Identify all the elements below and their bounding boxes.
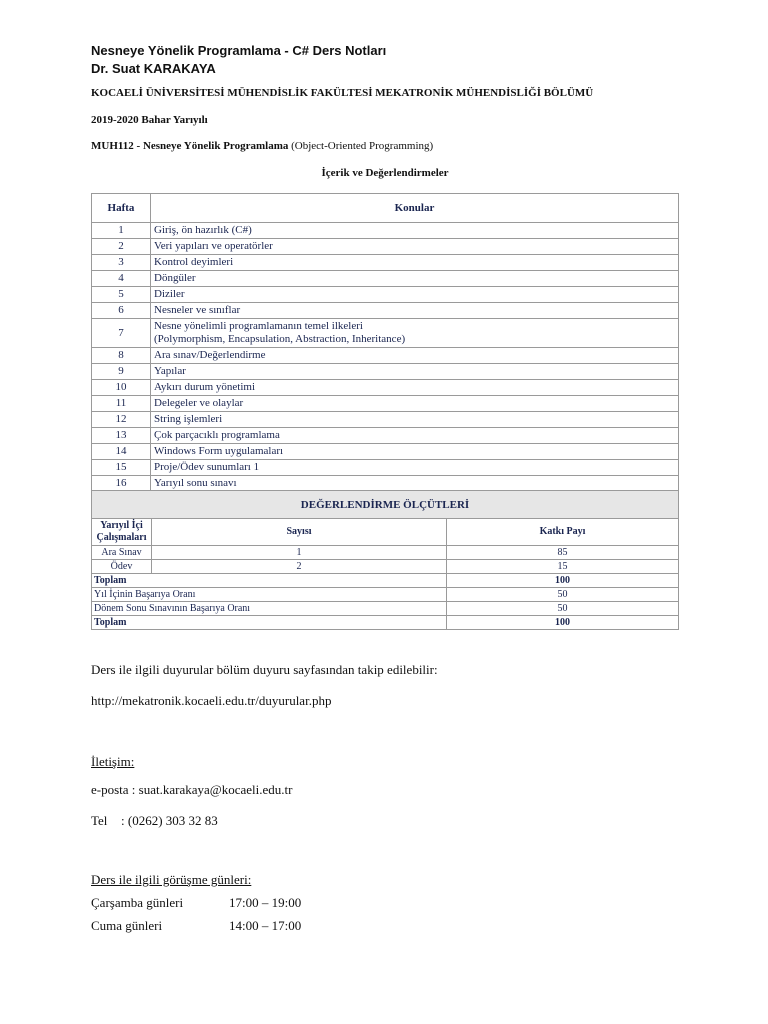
announcements-text: Ders ile ilgili duyurular bölüm duyuru sayfasından takip edilebilir: — [91, 662, 438, 677]
topic-line-1: Nesne yönelimli programlamanın temel ilkeleri — [154, 320, 363, 332]
item-name: Ödev — [92, 560, 152, 574]
ratio-value: 50 — [447, 588, 679, 602]
week-number: 14 — [92, 444, 151, 460]
topic-cell: Diziler — [151, 287, 679, 303]
table-row — [92, 348, 679, 364]
semester-heading: 2019-2020 Bahar Yarıyılı — [91, 114, 208, 126]
course-code-title: MUH112 - Nesneye Yönelik Programlama — [91, 140, 289, 152]
meeting-row — [91, 918, 301, 934]
table-row — [92, 546, 679, 560]
meeting-time: 14:00 – 17:00 — [229, 918, 302, 933]
meetings-heading: Ders ile ilgili görüşme günleri: — [91, 872, 252, 887]
table-row — [92, 255, 679, 271]
topic-cell: String işlemleri — [151, 412, 679, 428]
week-number: 1 — [92, 223, 151, 239]
topic-cell: Delegeler ve olaylar — [151, 396, 679, 412]
ratio-label: Dönem Sonu Sınavının Başarıya Oranı — [92, 602, 447, 616]
table-row — [92, 602, 679, 616]
schedule-header-row — [92, 194, 679, 223]
week-number: 11 — [92, 396, 151, 412]
contact-heading: İletişim: — [91, 754, 135, 769]
header-week: Hafta — [92, 194, 151, 223]
week-number: 3 — [92, 255, 151, 271]
item-share: 85 — [447, 546, 679, 560]
item-name: Ara Sınav — [92, 546, 152, 560]
week-number: 16 — [92, 476, 151, 492]
week-number: 13 — [92, 428, 151, 444]
course-notes-title: Nesneye Yönelik Programlama - C# Ders Notları — [91, 43, 387, 58]
table-row — [92, 574, 679, 588]
table-row — [92, 460, 679, 476]
author-name: Dr. Suat KARAKAYA — [91, 61, 216, 76]
table-row — [92, 412, 679, 428]
table-row — [92, 380, 679, 396]
topic-cell: Nesneler ve sınıflar — [151, 303, 679, 319]
week-number: 15 — [92, 460, 151, 476]
announcements-link[interactable]: http://mekatronik.kocaeli.edu.tr/duyurular.php — [91, 693, 332, 708]
table-row — [92, 239, 679, 255]
meeting-time: 17:00 – 19:00 — [229, 895, 302, 910]
topic-cell: Yapılar — [151, 364, 679, 380]
email-line — [91, 782, 292, 798]
table-row — [92, 428, 679, 444]
table-row — [92, 271, 679, 287]
ratio-label: Yıl İçinin Başarıya Oranı — [92, 588, 447, 602]
topic-cell — [151, 319, 679, 348]
phone-label: Tel — [91, 813, 108, 828]
topic-cell: Çok parçacıklı programlama — [151, 428, 679, 444]
evaluation-header-row — [92, 519, 679, 546]
table-row — [92, 303, 679, 319]
total-label: Toplam — [92, 616, 447, 630]
total-value: 100 — [447, 616, 679, 630]
topic-cell: Proje/Ödev sunumları 1 — [151, 460, 679, 476]
table-row — [92, 560, 679, 574]
table-row — [92, 364, 679, 380]
topic-line-2: (Polymorphism, Encapsulation, Abstraction, Inheritance) — [154, 333, 406, 345]
phone-number: : (0262) 303 32 83 — [121, 813, 218, 828]
week-number: 2 — [92, 239, 151, 255]
table-row — [92, 287, 679, 303]
header-count: Sayısı — [152, 519, 447, 546]
topic-cell: Ara sınav/Değerlendirme — [151, 348, 679, 364]
table-row — [92, 444, 679, 460]
topic-cell: Giriş, ön hazırlık (C#) — [151, 223, 679, 239]
section-title: İçerik ve Değerlendirmeler — [321, 167, 449, 179]
week-number: 9 — [92, 364, 151, 380]
table-row — [92, 588, 679, 602]
topic-cell: Döngüler — [151, 271, 679, 287]
item-share: 15 — [447, 560, 679, 574]
course-heading — [91, 140, 433, 152]
ratio-value: 50 — [447, 602, 679, 616]
schedule-table — [91, 193, 679, 492]
meeting-row — [91, 895, 301, 911]
week-number: 12 — [92, 412, 151, 428]
total-value: 100 — [447, 574, 679, 588]
item-count: 2 — [152, 560, 447, 574]
header-semester-work: Yarıyıl İçi Çalışmaları — [92, 519, 152, 546]
table-row — [92, 616, 679, 630]
phone-line — [91, 813, 218, 829]
topic-cell: Aykırı durum yönetimi — [151, 380, 679, 396]
email-label: e-posta : — [91, 782, 139, 797]
week-number: 7 — [92, 319, 151, 348]
course-english-title: (Object-Oriented Programming) — [291, 140, 434, 152]
item-count: 1 — [152, 546, 447, 560]
week-number: 4 — [92, 271, 151, 287]
evaluation-table — [91, 490, 679, 630]
university-heading: KOCAELİ ÜNİVERSİTESİ MÜHENDİSLİK FAKÜLTESİ MEKATRONİK MÜHENDİSLİĞİ BÖLÜMÜ — [91, 87, 594, 99]
week-number: 5 — [92, 287, 151, 303]
evaluation-title: DEĞERLENDİRME ÖLÇÜTLERİ — [92, 491, 679, 519]
meeting-day: Cuma günleri — [91, 918, 163, 933]
topic-cell: Kontrol deyimleri — [151, 255, 679, 271]
total-label: Toplam — [92, 574, 447, 588]
header-topics: Konular — [151, 194, 679, 223]
meeting-day: Çarşamba günleri — [91, 895, 184, 910]
topic-cell: Yarıyıl sonu sınavı — [151, 476, 679, 492]
week-number: 10 — [92, 380, 151, 396]
table-row — [92, 223, 679, 239]
table-row — [92, 396, 679, 412]
week-number: 8 — [92, 348, 151, 364]
topic-cell: Windows Form uygulamaları — [151, 444, 679, 460]
header-share: Katkı Payı — [447, 519, 679, 546]
table-row — [92, 319, 679, 348]
evaluation-title-row — [92, 491, 679, 519]
topic-cell: Veri yapıları ve operatörler — [151, 239, 679, 255]
week-number: 6 — [92, 303, 151, 319]
email-address[interactable]: suat.karakaya@kocaeli.edu.tr — [138, 782, 293, 797]
